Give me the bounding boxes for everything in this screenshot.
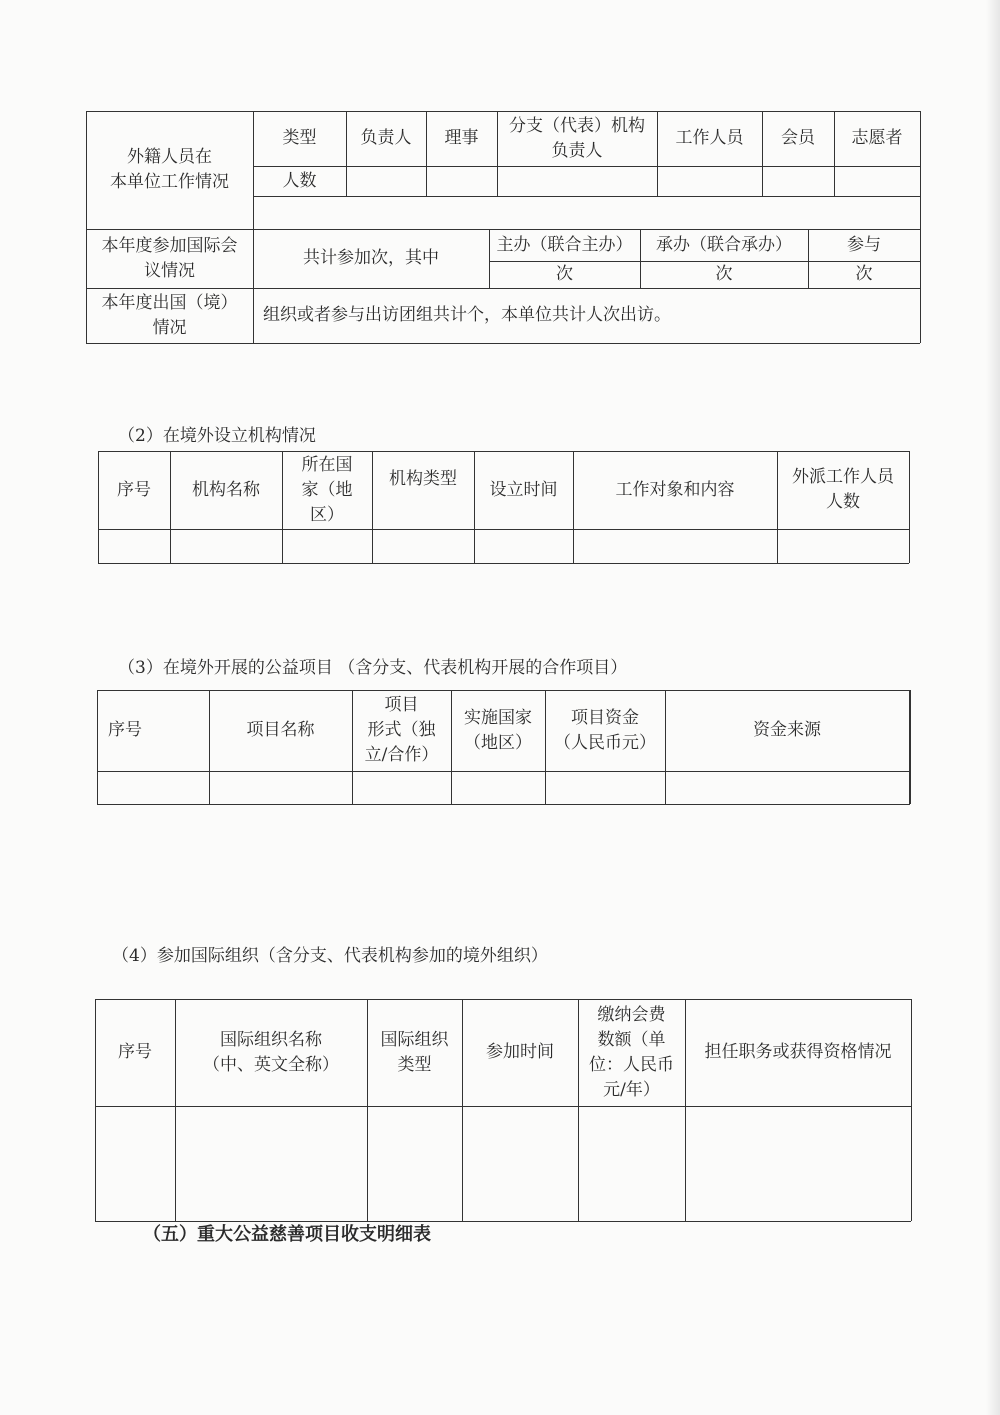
s4-header-fee: 缴纳会费 数额（单 位：人民币 元/年）	[589, 1004, 674, 1100]
conference-label: 本年度参加国际会 议情况	[101, 235, 238, 281]
header-staff: 工作人员	[675, 128, 744, 148]
s3-header-funds: 项目资金 （人民币元）	[554, 707, 656, 753]
s2-header-no: 序号	[117, 479, 151, 500]
conference-participate-unit: 次	[855, 264, 873, 284]
header-director: 理事	[444, 128, 479, 148]
s2-header-time: 设立时间	[489, 479, 558, 500]
s2-header-staff-count: 外派工作人员 人数	[792, 467, 894, 512]
s4-header-no: 序号	[118, 1042, 152, 1062]
conference-participate: 参与	[847, 234, 881, 255]
conference-total: 共计参加次，其中	[303, 248, 439, 268]
conference-host: 主办（联合主办）	[496, 234, 633, 255]
s2-header-type: 机构类型	[389, 468, 457, 489]
section-4-title: （4）参加国际组织（含分支、代表机构参加的境外组织）	[112, 946, 548, 966]
s3-header-no: 序号	[108, 720, 142, 740]
conference-organize-unit: 次	[715, 264, 733, 284]
section-3-title: （3）在境外开展的公益项目 （含分支、代表机构开展的合作项目）	[118, 658, 628, 678]
section-5-title: （五）重大公益慈善项目收支明细表	[143, 1224, 431, 1245]
s4-header-org-name: 国际组织名称 （中、英文全称）	[203, 1029, 339, 1075]
section-2-title: （2）在境外设立机构情况	[118, 426, 316, 446]
conference-host-unit: 次	[556, 264, 573, 284]
header-volunteer: 志愿者	[851, 128, 903, 148]
s2-header-content: 工作对象和内容	[615, 479, 735, 500]
s3-header-country: 实施国家 （地区）	[464, 707, 532, 753]
count-label: 人数	[282, 170, 317, 191]
abroad-text: 组织或者参与出访团组共计个，本单位共计人次出访。	[263, 305, 671, 325]
header-branch-principal: 分支（代表）机构 负责人	[509, 115, 645, 161]
s2-header-name: 机构名称	[192, 479, 260, 500]
s3-header-name: 项目名称	[246, 720, 315, 740]
s4-header-position: 担任职务或获得资格情况	[704, 1042, 892, 1062]
s2-header-country: 所在国 家（地 区）	[301, 454, 353, 525]
abroad-label: 本年度出国（境） 情况	[101, 292, 238, 338]
s4-header-join-time: 参加时间	[486, 1042, 554, 1062]
header-type: 类型	[282, 128, 317, 148]
s4-header-org-type: 国际组织 类型	[380, 1029, 449, 1075]
header-member: 会员	[781, 128, 815, 148]
scan-edge-shadow	[986, 0, 1000, 1415]
s3-header-form: 项目 形式（独 立/合作）	[364, 695, 439, 765]
s3-header-source: 资金来源	[753, 720, 821, 740]
conference-organize: 承办（联合承办）	[656, 234, 792, 255]
foreign-staff-label: 外籍人员在 本单位工作情况	[110, 147, 229, 192]
header-principal: 负责人	[360, 128, 412, 148]
